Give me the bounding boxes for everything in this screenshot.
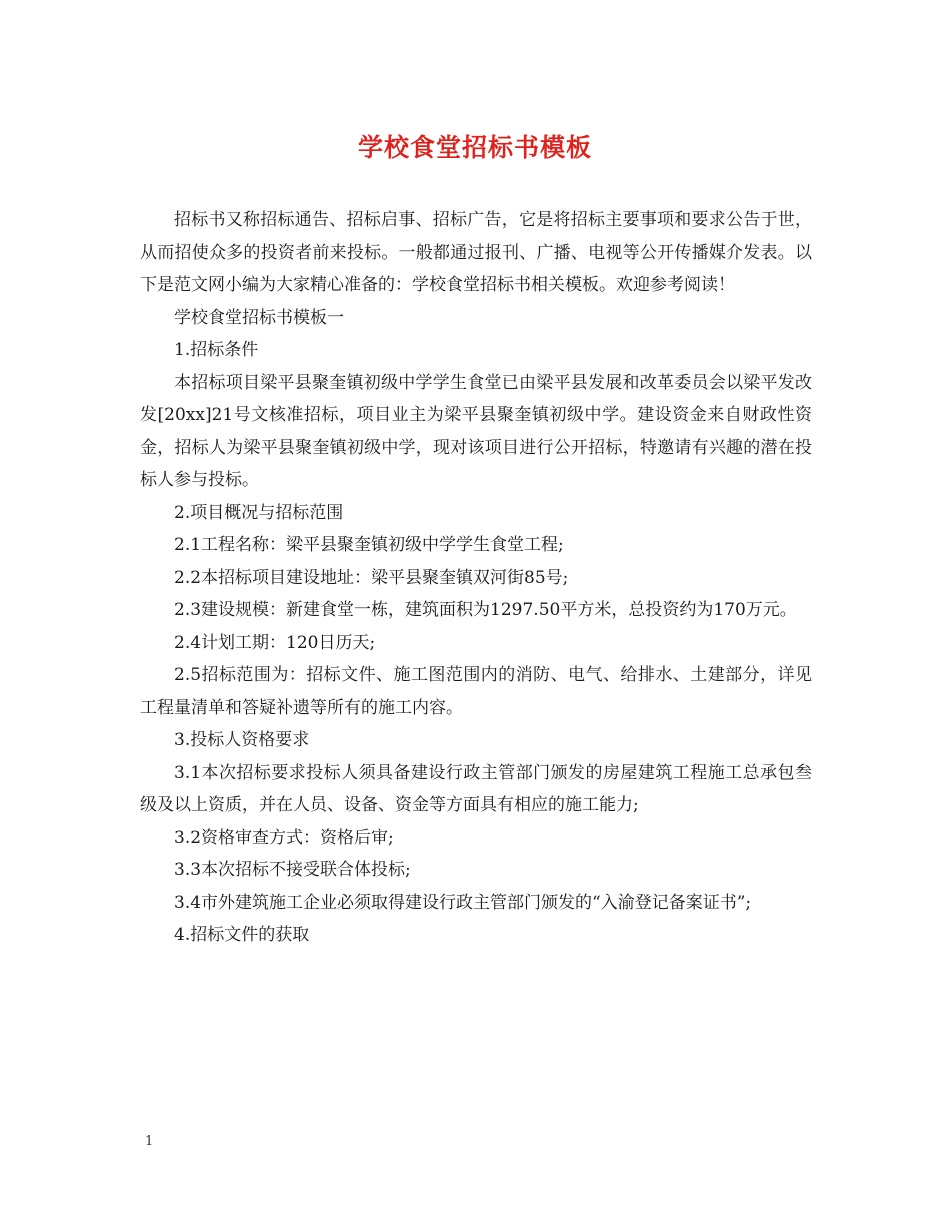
section-heading-project-overview: 2.项目概况与招标范围 xyxy=(174,502,344,523)
paragraph-bid-conditions: 本招标项目梁平县聚奎镇初级中学学生食堂已由梁平县发展和改革委员会以梁平发改发[20xx]21号文核准招标，项目业主为梁平县聚奎镇初级中学。建设资金来自财政性资金，招标人为梁平县聚奎镇初级中学，现对该项目进行公开招标，特邀请有兴趣的潜在投标人参与投标。 xyxy=(140,372,812,490)
page-title: 学校食堂招标书模板 xyxy=(357,133,592,162)
section-heading-qualifications: 3.投标人资格要求 xyxy=(174,730,310,750)
template-heading: 学校食堂招标书模板一 xyxy=(174,307,344,328)
page-number: 1 xyxy=(145,1134,154,1149)
document-body xyxy=(140,204,812,952)
paragraph-registration-certificate: 3.4市外建筑施工企业必须取得建设行政主管部门颁发的“入渝登记备案证书”; xyxy=(174,892,752,913)
intro-paragraph: 招标书又称招标通告、招标启事、招标广告，它是将招标主要事项和要求公告于世，从而招使众多的投资者前来投标。一般都通过报刊、广播、电视等公开传播媒介发表。以下是范文网小编为大家精心准备的：学校食堂招标书相关模板。欢迎参考阅读！ xyxy=(140,210,812,295)
paragraph-project-duration: 2.4计划工期：120日历天; xyxy=(174,632,376,653)
section-heading-bid-conditions: 1.招标条件 xyxy=(174,340,259,360)
paragraph-qualification-level: 3.1本次招标要求投标人须具备建设行政主管部门颁发的房屋建筑工程施工总承包叁级及以上资质，并在人员、设备、资金等方面具有相应的施工能力; xyxy=(140,762,812,815)
paragraph-bid-scope: 2.5招标范围为：招标文件、施工图范围内的消防、电气、给排水、土建部分，详见工程量清单和答疑补遗等所有的施工内容。 xyxy=(140,665,812,718)
paragraph-project-name: 2.1工程名称：梁平县聚奎镇初级中学学生食堂工程; xyxy=(174,535,564,555)
paragraph-qualification-review: 3.2资格审查方式：资格后审; xyxy=(174,827,394,848)
paragraph-no-consortium: 3.3本次招标不接受联合体投标; xyxy=(174,860,411,880)
section-heading-bid-documents: 4.招标文件的获取 xyxy=(174,925,310,945)
paragraph-project-scale: 2.3建设规模：新建食堂一栋，建筑面积为1297.50平方米，总投资约为170万元。 xyxy=(174,600,797,620)
paragraph-project-address: 2.2本招标项目建设地址：梁平县聚奎镇双河街85号; xyxy=(174,567,569,588)
